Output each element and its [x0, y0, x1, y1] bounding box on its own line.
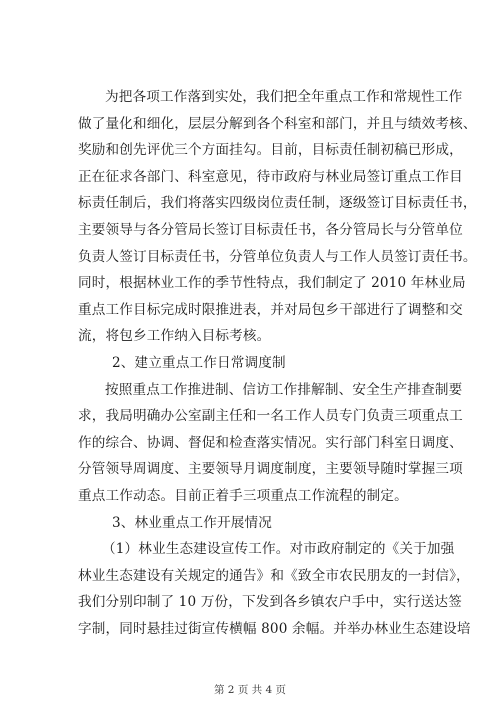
paragraph-line: （1）林业生态建设宣传工作。对市政府制定的《关于加强 [102, 541, 455, 558]
paragraph-line: 分管领导周调度、主要领导月调度制度，主要领导随时掌握三项 [78, 461, 463, 478]
paragraph-line: 为把各项工作落到实处，我们把全年重点工作和常规性工作 [105, 89, 463, 105]
page-number-footer: 第 2 页 共 4 页 [213, 684, 287, 696]
paragraph-line: 流，将包乡工作纳入目标考核。 [78, 328, 271, 345]
paragraph-line: 重点工作动态。目前正着手三项重点工作流程的制定。 [78, 487, 408, 504]
paragraph-line: 按照重点工作推进制、信访工作排解制、安全生产排查制要 [105, 381, 463, 398]
paragraph-line: 求，我局明确办公室副主任和一名工作人员专门负责三项重点工 [78, 408, 463, 425]
paragraph-line: 标责任制后，我们将落实四级岗位责任制，逐级签订目标责任书， [78, 195, 477, 212]
paragraph-line: 同时，根据林业工作的季节性特点，我们制定了 2010 年林业局 [78, 275, 466, 292]
section-heading: 2、建立重点工作日常调度制 [112, 354, 286, 371]
section-heading: 3、林业重点工作开展情况 [112, 514, 272, 531]
document-body [78, 84, 477, 642]
paragraph-line: 正在征求各部门、科室意见，待市政府与林业局签订重点工作目 [78, 168, 463, 185]
paragraph-line: 负责人签订目标责任书，分管单位负责人与工作人员签订责任书。 [78, 248, 477, 265]
paragraph-line: 做了量化和细化，层层分解到各个科室和部门，并且与绩效考核、 [78, 115, 477, 132]
paragraph-line: 字制，同时悬挂过街宣传横幅 800 余幅。并举办林业生态建设培 [78, 620, 471, 637]
paragraph-line: 重点工作目标完成时限推进表，并对局包乡干部进行了调整和交 [78, 301, 463, 318]
paragraph-line: 作的综合、协调、督促和检查落实情况。实行部门科室日调度、 [78, 434, 463, 451]
paragraph-line: 奖励和创先评优三个方面挂勾。目前，目标责任制初稿已形成， [78, 142, 463, 159]
paragraph-line: 林业生态建设有关规定的通告》和《致全市农民朋友的一封信》， [78, 567, 470, 584]
paragraph-line: 主要领导与各分管局长签订目标责任书，各分管局长与分管单位 [78, 221, 463, 238]
paragraph-line: 我们分别印制了 10 万份，下发到各乡镇农户手中，实行送达签 [78, 594, 462, 611]
